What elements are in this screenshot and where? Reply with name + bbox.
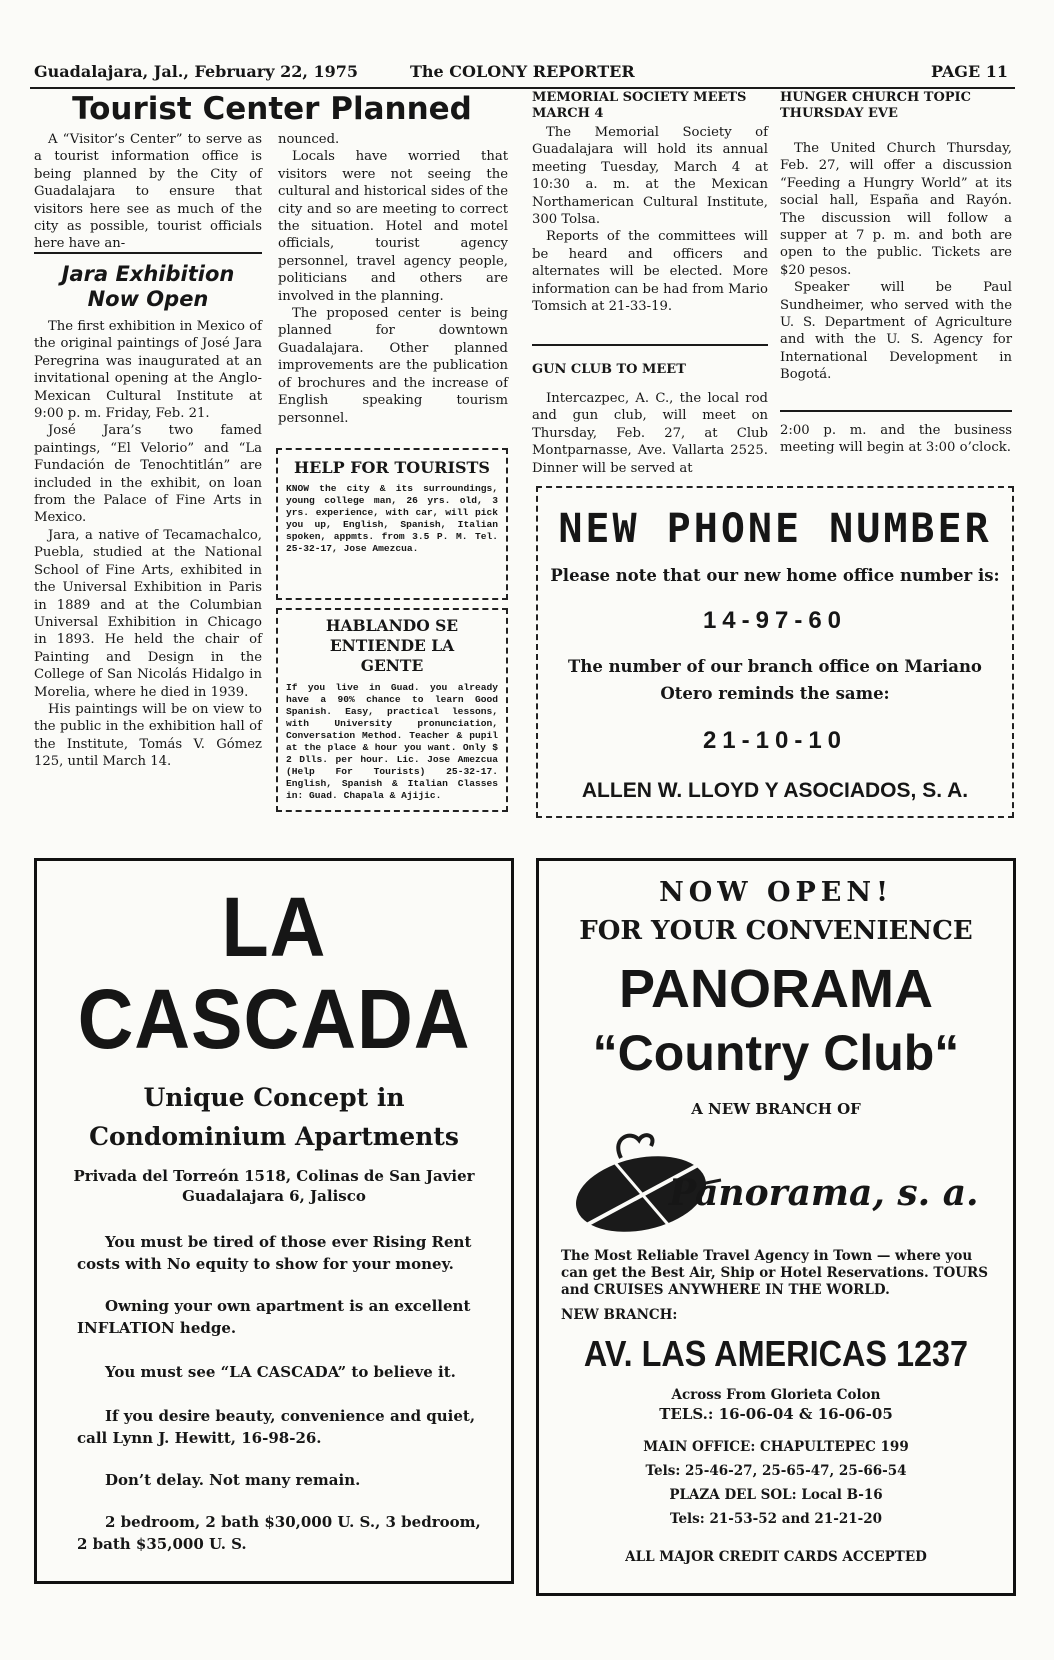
cascada-sub2: Condominium Apartments [89,1122,459,1151]
continued-paragraph: 2:00 p. m. and the business meeting will begin at 3:00 o’clock. [780,423,1012,456]
help-title: HELP FOR TOURISTS [294,458,490,477]
cascada-title: LA CASCADA [77,880,471,1066]
phone-line1: Please note that our new home office number is: [550,566,1000,585]
help-tourists-ad [276,448,508,600]
jara-headline-line1: Jara Exhibition [61,262,235,286]
tourist-paragraph: nounced. [278,132,340,147]
cascada-address2: Guadalajara 6, Jalisco [182,1187,366,1205]
cascada-paragraph: You must see “LA CASCADA” to believe it. [105,1363,456,1381]
gunclub-headline: GUN CLUB TO MEET [532,362,686,377]
jara-paragraph: José Jara’s two famed paintings, “El Velorio” and “La Fundación de Tenochtitlán” are included in the exhibit, on loan from the Palace of Fine Arts in Mexico. [34,423,262,526]
jara-article [34,318,262,771]
cascada-paragraph: You must be tired of those ever Rising Rent costs with No equity to show for your money. [77,1233,472,1273]
tourist-paragraph: The proposed center is being planned for downtown Guadalajara. Other planned improvements are the publication of brochures and the increase of English speaking tourism personnel. [278,306,508,426]
divider [34,252,262,254]
dateline: Guadalajara, Jal., February 22, 1975 [34,62,358,81]
help-body: KNOW the city & its surroundings, young college man, 26 yrs. old, 3 yrs. experience, with car, will pick you up, English, Spanish, Italian spoken, appmts. from 3.5 P. M. Tel. 25-32-17, Jose Amezcua. [286,483,498,554]
hunger-paragraph: Speaker will be Paul Sundheimer, who served with the U. S. Department of Agriculture and with the U. S. Agency for International Development in Bogotá. [780,280,1012,383]
hunger-paragraph: The United Church Thursday, Feb. 27, will offer a discussion “Feeding a Hungry World” at its social hall, España and Rayón. The discussion will follow a supper at 7 p. m. and both are open to the public. Tickets are $20 pesos. [780,141,1012,278]
panorama-logo-text: Panorama, s. a. [669,1172,979,1214]
jara-paragraph: Jara, a native of Tecamachalco, Puebla, studied at the National School of Fine Arts, exhibited in the Universal Exhibition in Paris in 1889 and at the Columbian Universal Exhibition in Chicago in 1893. He held the chair of Painting and Design in the College of San Nicolás Hidalgo in Morelia, where he died in 1939. [34,527,262,700]
panorama-main-office: MAIN OFFICE: CHAPULTEPEC 199 [643,1439,909,1455]
divider [532,344,768,346]
cascada-sub1: Unique Concept in [143,1083,405,1112]
phone-company: ALLEN W. LLOYD Y ASOCIADOS, S. A. [581,779,969,802]
panorama-credit: ALL MAJOR CREDIT CARDS ACCEPTED [625,1549,927,1565]
hunger-article [780,140,1012,384]
jara-headline-line2: Now Open [87,287,209,311]
panorama-main-tels: Tels: 25-46-27, 25-65-47, 25-66-54 [645,1463,907,1479]
jara-headline [34,262,262,312]
jara-paragraph: The first exhibition in Mexico of the original paintings of José Jara Peregrina was inaugurated at an invitational opening at the Anglo-Mexican Cultural Institute at 9:00 p. m. Friday, Feb. 21. [34,319,262,422]
panorama-logo [539,1128,1013,1238]
panorama-address: AV. LAS AMERICAS 1237 [583,1333,969,1374]
hunger-headline: HUNGER CHURCH TOPIC THURSDAY EVE [780,90,971,121]
tourist-paragraph: Locals have worried that visitors were not seeing the cultural and historical sides of the city and so are meeting to correct the situation. Hotel and motel officials, tourist agency personnel, travel agency people, politicians and others are involved in the planning. [278,149,508,304]
memorial-article [532,124,768,315]
memorial-paragraph: The Memorial Society of Guadalajara will hold its annual meeting Tuesday, March 4 at 10:30 a. m. at the Mexican Northamerican Cultural Institute, 300 Tolsa. [532,125,768,228]
panorama-now-open: NOW OPEN! [659,877,893,908]
la-cascada-ad [34,858,514,1584]
panorama-convenience: FOR YOUR CONVENIENCE [579,916,973,946]
page-number: PAGE 11 [931,62,1008,81]
panorama-new-branch-of: A NEW BRANCH OF [691,1100,861,1118]
memorial-headline: MEMORIAL SOCIETY MEETS MARCH 4 [532,90,747,121]
panorama-description: The Most Reliable Travel Agency in Town — where you can get the Best Air, Ship or Hotel Reservations. TOURS and CRUISES ANYWHERE IN THE WORLD. [561,1248,988,1298]
panorama-plaza: PLAZA DEL SOL: Local B-16 [669,1487,883,1503]
panorama-title: PANORAMA [619,959,933,1019]
panorama-country-club: “Country Club“ [592,1025,960,1081]
phone-line2: The number of our branch office on Mariano Otero reminds the same: [568,657,982,703]
cascada-body [77,1231,485,1555]
cascada-paragraph: Don’t delay. Not many remain. [105,1471,361,1489]
cascada-paragraph: Owning your own apartment is an excellent INFLATION hedge. [77,1297,471,1337]
divider [780,410,1012,412]
tourist-headline: Tourist Center Planned [72,91,472,127]
cascada-paragraph: If you desire beauty, convenience and quiet, call Lynn J. Hewitt, 16-98-26. [77,1407,476,1447]
cascada-address1: Privada del Torreón 1518, Colinas de San Javier [73,1167,475,1185]
phone-number2: 21-10-10 [702,727,848,754]
hablando-body: If you live in Guad. you already have a 90% chance to learn Good Spanish. Easy, practical lessons, with University pronunciation, Conversation Method. Teacher & pupil at the place & hour you want. Only $ 2 Dlls. per hour. Lic. Jose Amezcua (Help For Tourists) 25-32-17. English, Spanish & Italian Classes in: Guad. Chapala & Ajijic. [286,682,498,801]
jara-paragraph: His paintings will be on view to the public in the exhibition hall of the Institute, Tomás V. Gómez 125, until March 14. [34,701,262,770]
gunclub-paragraph: Intercazpec, A. C., the local rod and gun club, will meet on Thursday, Feb. 27, at Club Montparnasse, Ave. Vallarta 2525. Dinner will be served at [532,391,768,476]
tourist-col2 [278,131,508,427]
gunclub-continued [780,422,1012,457]
hablando-title: HABLANDO SE ENTIENDE LA GENTE [325,616,459,675]
panorama-plaza-tels: Tels: 21-53-52 and 21-21-20 [669,1511,883,1527]
gunclub-article [532,390,768,477]
tourist-col1 [34,131,262,253]
phone-number-ad [536,486,1014,818]
cascada-paragraph: 2 bedroom, 2 bath $30,000 U. S., 3 bedroom, 2 bath $35,000 U. S. [77,1513,481,1553]
hablando-ad [276,608,508,812]
panorama-new-branch: NEW BRANCH: [561,1307,678,1323]
newspaper-name: The COLONY REPORTER [410,62,635,81]
phone-title: NEW PHONE NUMBER [558,506,992,552]
phone-number1: 14-97-60 [702,607,848,634]
tourist-paragraph: A “Visitor’s Center” to serve as a tourist information office is being planned by the City of Guadalajara to ensure that visitors here see as much of the city as possible, tourist officials here have an- [34,132,262,252]
panorama-ad [536,858,1016,1596]
panorama-across: Across From Glorieta Colon [671,1387,881,1403]
memorial-paragraph: Reports of the committees will be heard and officers and alternates will be elected. More information can be had from Mario Tomsich at 21-33-19. [532,229,768,315]
panorama-tels: TELS.: 16-06-04 & 16-06-05 [659,1405,893,1423]
